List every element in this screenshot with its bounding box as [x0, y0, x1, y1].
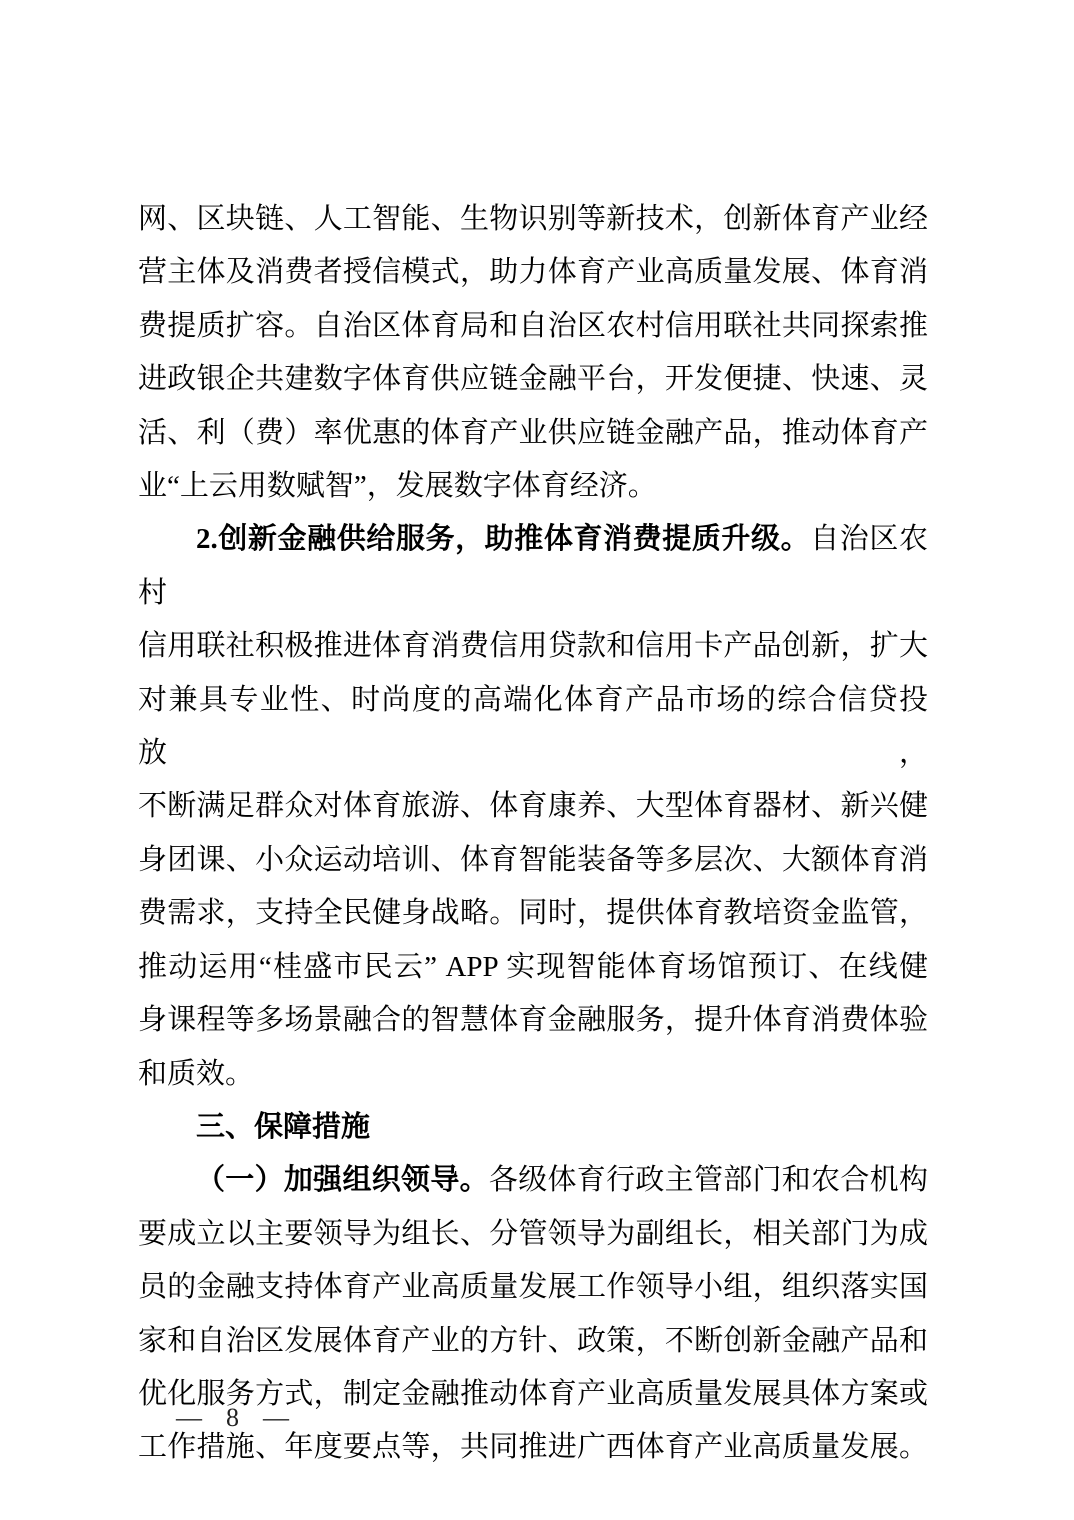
text-line	[138, 460, 928, 513]
text-line	[138, 941, 928, 994]
text-run: 和质效。	[138, 1057, 255, 1090]
text-run: 网、区块链、人工智能、生物识别等新技术，创新体育产业经	[138, 203, 928, 235]
document-body	[138, 193, 928, 1475]
text-run: 业“上云用数赋智”，发展数字体育经济。	[138, 470, 657, 503]
text-run: 优化服务方式，制定金融推动体育产业高质量发展具体方案或	[138, 1377, 928, 1410]
text-line	[138, 887, 928, 940]
text-line	[138, 1208, 928, 1261]
text-run: 身课程等多场景融合的智慧体育金融服务，提升体育消费体验	[138, 1004, 928, 1037]
text-line	[138, 780, 928, 833]
subsection-title: 2.创新金融供给服务，助推体育消费提质升级。	[196, 523, 811, 556]
text-run: 信用联社积极推进体育消费信用贷款和信用卡产品创新，扩大	[138, 630, 928, 663]
text-line	[138, 674, 928, 781]
text-run: 要成立以主要领导为组长、分管领导为副组长，相关部门为成	[138, 1217, 928, 1250]
text-run: 推动运用“桂盛市民云” APP 实现智能体育场馆预订、在线健	[138, 950, 928, 983]
text-run: 对兼具专业性、时尚度的高端化体育产品市场的综合信贷投放，	[138, 683, 928, 770]
text-run: 工作措施、年度要点等，共同推进广西体育产业高质量发展。	[138, 1431, 928, 1464]
text-run: 不断满足群众对体育旅游、体育康养、大型体育器材、新兴健	[138, 790, 928, 823]
text-line	[138, 407, 928, 460]
text-run: 费提质扩容。自治区体育局和自治区农村信用联社共同探索推	[138, 309, 928, 342]
text-line	[138, 1315, 928, 1368]
text-line	[138, 193, 928, 246]
text-run: 员的金融支持体育产业高质量发展工作领导小组，组织落实国	[138, 1271, 928, 1304]
text-run: 家和自治区发展体育产业的方针、政策，不断创新金融产品和	[138, 1324, 928, 1357]
page-footer	[176, 1403, 289, 1433]
text-line	[138, 620, 928, 673]
text-line	[138, 1154, 928, 1207]
text-run: 活、利（费）率优惠的体育产业供应链金融产品，推动体育产	[138, 416, 928, 449]
text-run: 营主体及消费者授信模式，助力体育产业高质量发展、体育消	[138, 256, 928, 289]
text-run: 各级体育行政主管部门和农合机构	[488, 1164, 928, 1197]
text-line	[138, 1048, 928, 1101]
text-line	[138, 353, 928, 406]
text-line	[138, 513, 928, 620]
text-line	[138, 834, 928, 887]
text-run: 身团课、小众运动培训、体育智能装备等多层次、大额体育消	[138, 843, 928, 876]
text-run: 自治区农村	[138, 523, 928, 609]
subsection-title: （一）加强组织领导。	[196, 1164, 489, 1197]
heading-text: 三、保障措施	[196, 1110, 371, 1143]
text-line	[138, 1261, 928, 1314]
section-heading	[138, 1101, 928, 1154]
footer-right-dash: —	[263, 1403, 289, 1432]
text-line	[138, 246, 928, 299]
footer-left-dash: —	[176, 1403, 202, 1432]
text-line	[138, 300, 928, 353]
text-line	[138, 994, 928, 1047]
page-number: 8	[226, 1403, 239, 1432]
text-run: 进政银企共建数字体育供应链金融平台，开发便捷、快速、灵	[138, 363, 928, 396]
text-run: 费需求，支持全民健身战略。同时，提供体育教培资金监管，	[138, 897, 928, 930]
